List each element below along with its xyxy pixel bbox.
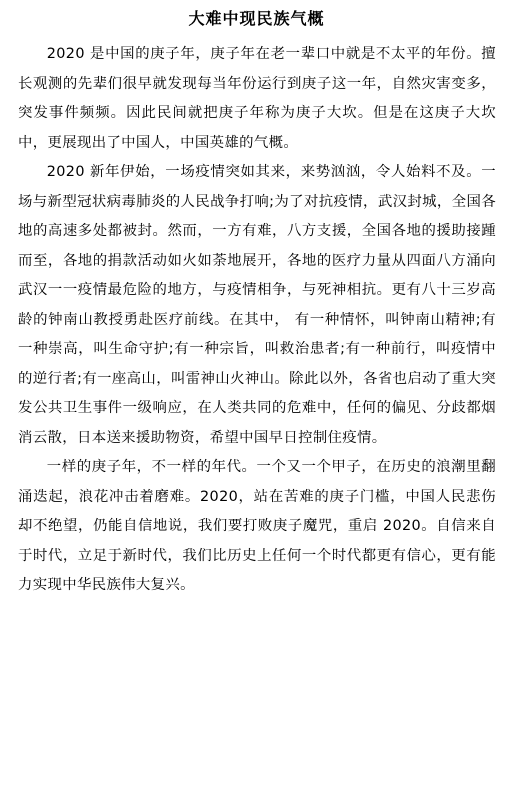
document-body: [18, 40, 496, 601]
paragraph-2: 2020 新年伊始，一场疫情突如其来，来势汹汹，令人始料不及。一场与新型冠状病毒肺炎的人民战争打响;为了对抗疫情，武汉封城，全国各地的高速多处都被封。然而，一方有难，八方支援，全国各地的援助接踵而至，各地的捐款活动如火如荼地展开，各地的医疗力量从四面八方涌向武汉一一疫情最危险的地方，与疫情相争，与死神相抗。更有八十三岁高龄的钟南山教授勇赴医疗前线。在其中， 有一种情怀，叫钟南山精神;有一种崇高，叫生命守护;有一种宗旨，叫救治患者;有一种前行，叫疫情中的逆行者;有一座高山，叫雷神山火神山。除此以外，各省也启动了重大突发公共卫生事件一级响应，在人类共同的危难中，任何的偏见、分歧都烟消云散，日本送来援助物资，希望中国早日控制住疫情。: [18, 164, 496, 446]
paragraph-1: 2020 是中国的庚子年，庚子年在老一辈口中就是不太平的年份。擅长观测的先辈们很早就发现每当年份运行到庚子这一年，自然灾害变多，突发事件频频。因此民间就把庚子年称为庚子大坎。但是在这庚子大坎中，更展现出了中国人，中国英雄的气概。: [18, 46, 496, 151]
paragraph-3: 一样的庚子年，不一样的年代。一个又一个甲子，在历史的浪潮里翻涌迭起，浪花冲击着磨难。2020，站在苦难的庚子门槛，中国人民悲伤却不绝望，仍能自信地说，我们要打败庚子魔咒，重启 2020。自信来自于时代，立足于新时代，我们比历史上任何一个时代都更有信心，更有能力实现中华民族伟大复兴。: [18, 459, 496, 593]
document-title: 大难中现民族气概: [188, 9, 325, 28]
